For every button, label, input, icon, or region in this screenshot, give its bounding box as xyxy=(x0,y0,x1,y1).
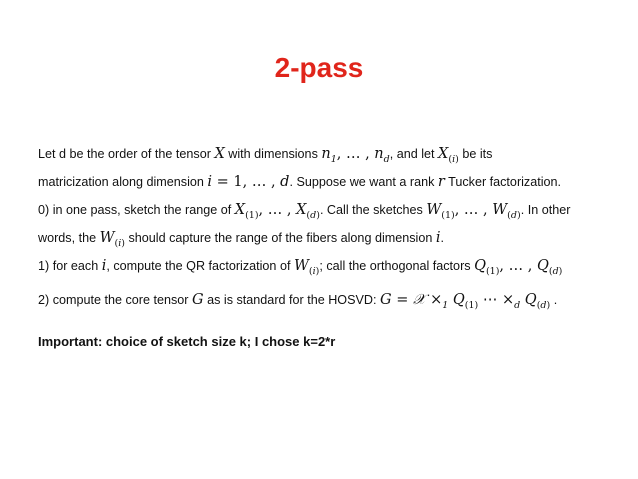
math-X-i: $X_{(i)}$ xyxy=(438,146,459,165)
math-W-i: $W_{(i)}$ xyxy=(293,258,320,277)
math-X-1-to-d: $X_{(1)}$, … , $X_{(d)}$ xyxy=(234,202,320,221)
math-W-1-to-d: $W_{(1)}$, … , $W_{(d)}$ xyxy=(426,202,521,221)
paragraph-step-0 xyxy=(38,199,618,255)
line-1: Let d be the order of the tensor X with dimensions $n_1$, … , $n_d$, and let $X_{(i)}$ be its xyxy=(38,146,493,165)
math-i-range: i = 1, … , d xyxy=(207,173,290,190)
line-2: matricization along dimension i = 1, … , d. Suppose we want a rank r Tucker factorization. xyxy=(38,173,562,190)
math-r: r xyxy=(437,173,445,190)
paragraph-step-1: 1) for each i, compute the QR factorization of $W_{(i)}$; call the orthogonal factors $Q_{(1)}$, … , $Q_{(d)}$ xyxy=(38,258,563,277)
math-W-i: $W_{(i)}$ xyxy=(99,229,125,249)
slide-title: 2-pass xyxy=(274,52,364,83)
paragraph-step-2: 2) compute the core tensor G as is standard for the HOSVD: G = 𝒳 $\times_1$ $Q_{(1)}$ ⋯ $\times_d$ $Q_{(d)}$ . xyxy=(38,292,558,311)
math-Q-1-to-d: $Q_{(1)}$, … , $Q_{(d)}$ xyxy=(474,258,563,277)
math-G: G xyxy=(192,292,204,308)
line-1: 0) in one pass, sketch the range of $X_{(1)}$, … , $X_{(d)}$. Call the sketches $W_{(1)}$, … , $W_{(d)}$. In other xyxy=(38,202,571,221)
important-note: Important: choice of sketch size k; I chose k=2*r xyxy=(38,334,336,349)
paragraph-tensor-definition xyxy=(38,143,618,193)
line-2: words, the $W_{(i)}$ should capture the range of the fibers along dimension i. xyxy=(38,229,444,249)
math-i: i xyxy=(435,229,441,246)
math-i: i xyxy=(101,258,107,274)
math-X: X xyxy=(214,146,225,162)
math-core-tensor-formula: G = 𝒳 $\times_1$ $Q_{(1)}$ ⋯ $\times_d$ $Q_{(d)}$ xyxy=(380,292,551,311)
math-dimensions: $n_1$, … , $n_d$ xyxy=(321,146,390,165)
